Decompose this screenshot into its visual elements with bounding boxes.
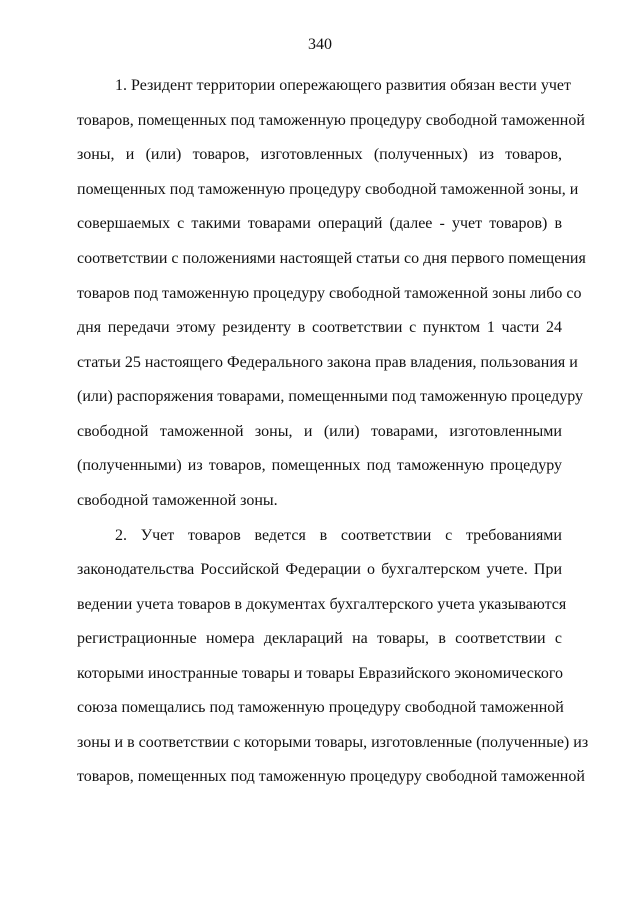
paragraph-2-line: которыми иностранные товары и товары Евразийского экономического	[77, 665, 564, 682]
paragraph-1-line: свободной таможенной зоны, и (или) товарами, изготовленными	[77, 423, 562, 440]
paragraph-1-line: помещенных под таможенную процедуру свободной таможенной зоны, и	[77, 181, 579, 198]
paragraph-1-line: (полученными) из товаров, помещенных под таможенную процедуру	[77, 457, 562, 474]
paragraph-1-line: статьи 25 настоящего Федерального закона прав владения, пользования и	[77, 354, 578, 371]
paragraph-2-line: товаров, помещенных под таможенную процедуру свободной таможенной	[77, 768, 585, 785]
paragraph-1-line: свободной таможенной зоны.	[77, 492, 278, 509]
paragraph-2-line: союза помещались под таможенную процедуру свободной таможенной	[77, 699, 564, 716]
paragraph-2-line: законодательства Российской Федерации о бухгалтерском учете. При	[77, 561, 562, 578]
page-number: 340	[308, 36, 332, 53]
paragraph-2-line: ведении учета товаров в документах бухгалтерского учета указываются	[77, 596, 567, 613]
paragraph-1-line: зоны, и (или) товаров, изготовленных (полученных) из товаров,	[77, 146, 562, 163]
paragraph-1-line: совершаемых с такими товарами операций (далее - учет товаров) в	[77, 215, 562, 232]
paragraph-1-line: соответствии с положениями настоящей статьи со дня первого помещения	[77, 250, 586, 267]
paragraph-2-line: регистрационные номера деклараций на товары, в соответствии с	[77, 630, 562, 647]
paragraph-1-line: 1. Резидент территории опережающего развития обязан вести учет	[115, 77, 571, 94]
paragraph-1-line: товаров, помещенных под таможенную процедуру свободной таможенной	[77, 112, 585, 129]
paragraph-2-line: 2. Учет товаров ведется в соответствии с требованиями	[115, 527, 562, 544]
paragraph-1-line: (или) распоряжения товарами, помещенными под таможенную процедуру	[77, 388, 584, 405]
paragraph-2-line: зоны и в соответствии с которыми товары, изготовленные (полученные) из	[77, 734, 589, 751]
paragraph-1-line: товаров под таможенную процедуру свободной таможенной зоны либо со	[77, 285, 582, 302]
paragraph-1-line: дня передачи этому резиденту в соответствии с пунктом 1 части 24	[77, 319, 562, 336]
